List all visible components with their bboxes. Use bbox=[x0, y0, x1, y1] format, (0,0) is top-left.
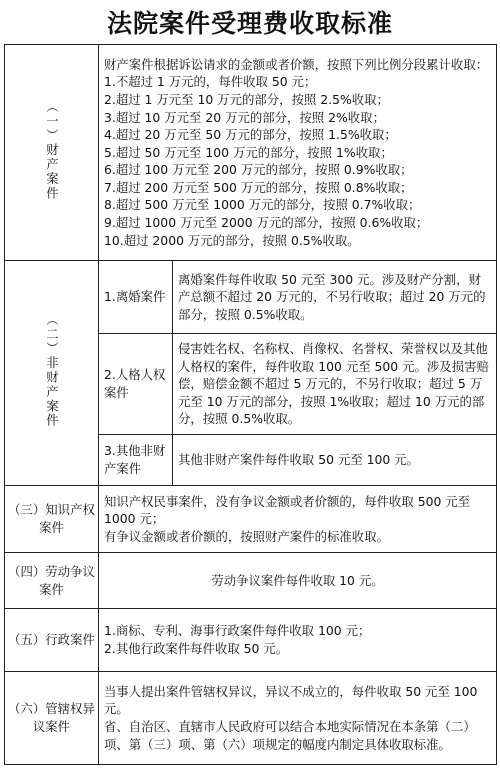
admin-line: 1.商标、专利、海事行政案件每件收取 100 元； bbox=[104, 623, 371, 639]
subcategory-label: 1.离婚案件 bbox=[99, 261, 173, 334]
subcategory-text: 侵害姓名权、名称权、肖像权、名誉权、荣誉权以及其他人格权的案件，每件收取 100 元至 500 元。涉及损害赔偿，赔偿金额不超过 5 万元的，不另行收取；超过 5 万元至 10 万元的部分，按照 1%收取；超过 10 万元的部分，按照 0.5%收取。 bbox=[173, 334, 497, 435]
property-line: 7.超过 200 万元至 500 万元的部分，按照 0.8%收取； bbox=[104, 179, 413, 195]
jurisdiction-line: 当事人提出案件管辖权异议，异议不成立的，每件收取 50 元至 100 元。 bbox=[104, 683, 478, 717]
content-cell bbox=[99, 609, 497, 672]
admin-line: 2.其他行政案件每件收取 50 元。 bbox=[104, 641, 289, 656]
property-line: 财产案件根据诉讼请求的金额或者价额，按照下列比例分段累计收取： bbox=[104, 56, 489, 72]
property-line: 4.超过 20 万元至 50 万元的部分，按照 1.5%收取； bbox=[104, 127, 397, 143]
content-cell bbox=[99, 486, 497, 553]
category-label-ip: （三）知识产权案件 bbox=[5, 486, 99, 553]
property-line: 10.超过 2000 万元的部分，按照 0.5%收取。 bbox=[104, 232, 360, 248]
category-label-jurisdiction: （六）管辖权异议案件 bbox=[5, 672, 99, 765]
property-line: 9.超过 1000 万元至 2000 万元的部分，按照 0.6%收取； bbox=[104, 215, 429, 231]
table-row-divorce bbox=[5, 261, 497, 334]
content-cell bbox=[99, 672, 497, 765]
jurisdiction-line: 省、自治区、直辖市人民政府可以结合本地实际情况在本条第（二）项、第（三）项、第（六）项规定的幅度内制定具体收取标准。 bbox=[104, 719, 476, 752]
property-line: 5.超过 50 万元至 100 万元的部分，按照 1%收取； bbox=[104, 144, 393, 160]
table-row-property bbox=[5, 45, 497, 261]
subcategory-text: 其他非财产案件每件收取 50 元至 100 元。 bbox=[173, 435, 497, 486]
ip-line: 知识产权民事案件，没有争议金额或者价额的，每件收取 500 元至 1000 元； bbox=[104, 493, 471, 527]
subcategory-text: 离婚案件每件收取 50 元至 300 元。涉及财产分割，财产总额不超过 20 万元的，不另行收取；超过 20 万元的部分，按照 0.5%收取。 bbox=[173, 261, 497, 334]
table-row-labor bbox=[5, 553, 497, 609]
property-line: 2.超过 1 万元至 10 万元的部分，按照 2.5%收取； bbox=[104, 91, 389, 107]
property-line: 8.超过 500 万元至 1000 万元的部分，按照 0.7%收取； bbox=[104, 197, 421, 213]
content-cell bbox=[99, 45, 497, 261]
property-line: 3.超过 10 万元至 20 万元的部分，按照 2%收取； bbox=[104, 109, 385, 125]
category-label-property: （一）财产案件 bbox=[44, 99, 60, 201]
table-row-ip bbox=[5, 486, 497, 553]
property-line: 6.超过 100 万元至 200 万元的部分，按照 0.9%收取； bbox=[104, 162, 413, 178]
ip-line: 有争议金额或者价额的，按照财产案件的标准收取。 bbox=[104, 528, 389, 544]
labor-text: 劳动争议案件每件收取 10 元。 bbox=[99, 553, 497, 609]
fee-standard-document bbox=[4, 0, 496, 779]
fee-table bbox=[4, 44, 497, 765]
category-label-admin: （五）行政案件 bbox=[5, 609, 99, 672]
category-label-nonproperty: （二）非财产案件 bbox=[44, 313, 60, 429]
property-line: 1.不超过 1 万元的，每件收取 50 元； bbox=[104, 74, 317, 90]
subcategory-label: 2.人格人权案件 bbox=[99, 334, 173, 435]
document-title: 法院案件受理费收取标准 bbox=[106, 9, 393, 38]
subcategory-label: 3.其他非财产案件 bbox=[99, 435, 173, 486]
category-label-labor: （四）劳动争议案件 bbox=[5, 553, 99, 609]
table-row-jurisdiction bbox=[5, 672, 497, 765]
table-row-admin bbox=[5, 609, 497, 672]
category-cell bbox=[5, 45, 99, 261]
category-cell bbox=[5, 261, 99, 486]
